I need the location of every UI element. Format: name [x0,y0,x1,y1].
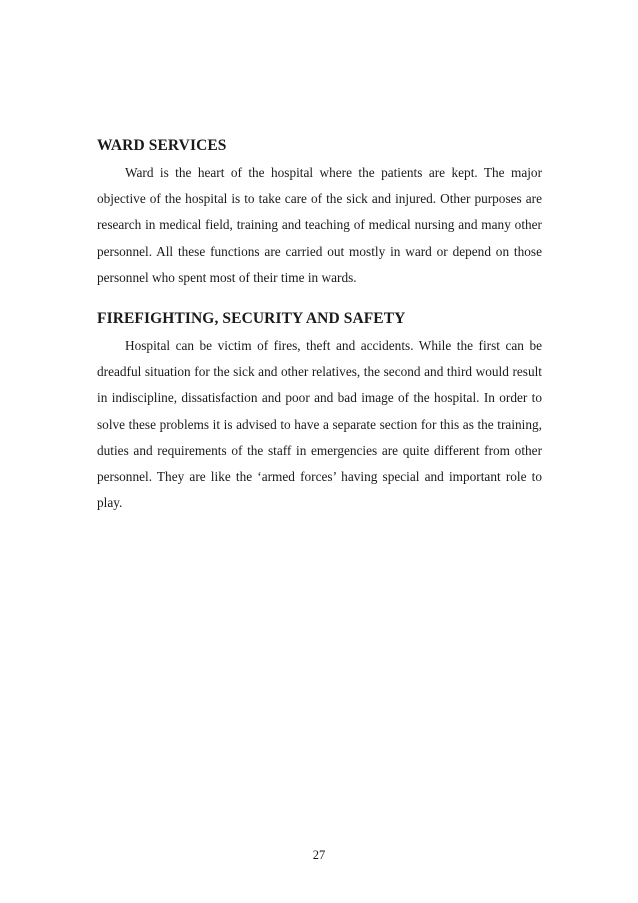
section-paragraph: Hospital can be victim of fires, theft and accidents. While the first can be dreadful situation for the sick and other relatives, the second and third would result in indiscipline, dissatisfaction and poor and bad image of the hospital. In order to solve these problems it is advised to have a separate section for this as the training, duties and requirements of the staff in emergencies are quite different from other personnel. They are like the ‘armed forces’ having special and important role to play. [97,338,542,511]
page-content [97,136,542,516]
section-heading: WARD SERVICES [97,137,227,154]
section-heading: FIREFIGHTING, SECURITY AND SAFETY [97,310,406,328]
section-paragraph: Ward is the heart of the hospital where the patients are kept. The major objective of the hospital is to take care of the sick and injured. Other purposes are research in medical field, training and teaching of medical nursing and many other personnel. All these functions are carried out mostly in ward or depend on those personnel who spent most of their time in wards. [97,165,542,285]
section-firefighting-security-safety [97,309,542,516]
page-number: 27 [312,848,326,862]
section-ward-services [97,136,542,291]
